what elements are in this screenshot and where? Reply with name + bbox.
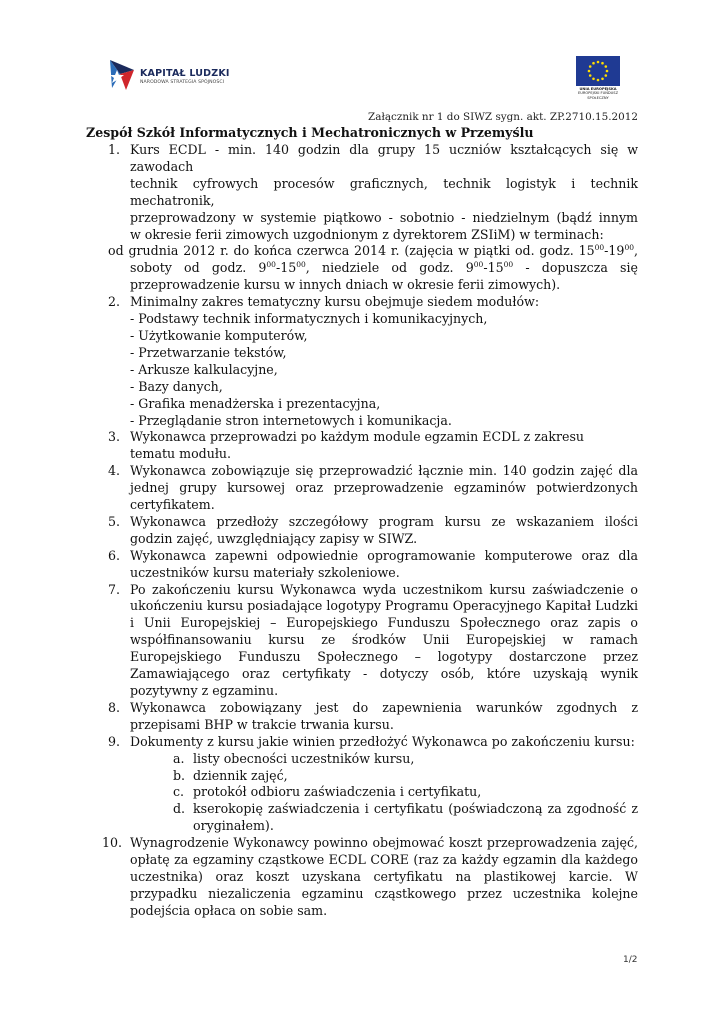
schedule-text: , niedziele od godz. 9 [305,260,474,276]
item-text-line: tematu modułu. [130,446,232,462]
list-item [108,294,638,429]
sublist-letter: d. [173,801,186,817]
time-superscript: 00 [503,260,514,270]
sublist-letter: a. [173,750,185,766]
module-item: - Użytkowanie komputerów, [130,327,308,343]
schedule-text: soboty od godz. 9 [130,260,267,276]
list-item [108,700,638,734]
kapital-ludzki-subtitle: NARODOWA STRATEGIA SPÓJNOŚCI [140,80,225,85]
schedule-line [108,243,638,260]
module-item: - Arkusze kalkulacyjne, [130,361,278,377]
sublist-item [173,751,638,768]
documents-sublist [130,751,638,836]
sublist-item [173,784,638,801]
item-text: Wykonawca zapewni odpowiednie oprogramowanie komputerowe oraz dla uczestników kursu materiały szkoleniowe. [130,547,638,580]
time-superscript: 00 [624,243,634,253]
item-number: 10. [102,835,123,851]
sublist-text: protokół odbioru zaświadczenia i certyfikatu, [193,784,482,800]
schedule-text: - dopuszcza się [513,260,638,276]
schedule-dash: -19 [604,243,625,259]
item-number: 5. [108,513,121,529]
module-item: - Grafika menadżerska i prezentacyjna, [130,395,381,411]
sublist-text: kserokopię zaświadczenia i certyfikatu (poświadczoną za zgodność z oryginałem). [193,801,638,834]
list-item [102,835,638,920]
list-item [108,582,638,700]
item-text-line: Minimalny zakres tematyczny kursu obejmuje siedem modułów: [130,294,540,310]
module-item: - Bazy danych, [130,378,223,394]
document-body [102,142,638,920]
item-number: 3. [108,429,121,445]
list-item [108,548,638,582]
sublist-letter: c. [173,784,185,800]
time-superscript: 00 [266,260,276,270]
list-item [108,734,638,835]
sublist-letter: b. [173,767,186,783]
kapital-ludzki-title: KAPITAŁ LUDZKI [140,68,230,79]
schedule-line [130,260,638,277]
eu-caption-line1: UNIA EUROPEJSKA [579,87,617,91]
time-superscript: 00 [296,260,306,270]
item-text: Wykonawca zobowiązany jest do zapewnienia warunków zgodnych z przepisami BHP w trakcie trwania kursu. [130,699,638,732]
item-number: 7. [108,581,121,597]
item-number: 2. [108,294,121,310]
item-number: 4. [108,463,121,479]
list-item [108,514,638,548]
sublist-text: listy obecności uczestników kursu, [193,750,415,766]
item-text: Wykonawca przedłoży szczegółowy program kursu ze wskazaniem ilości godzin zajęć, uwzględniający zapisy w SIWZ. [130,513,638,546]
item-text-line: przeprowadzony w systemie piątkowo - sobotnio - niedzielnym (bądź innym [130,209,638,225]
item-number: 9. [108,733,121,749]
schedule-dash: -15 [275,260,297,276]
page-number: 1/2 [623,955,638,965]
item-text: Po zakończeniu kursu Wykonawca wyda uczestnikom kursu zaświadczenie o ukończeniu kursu posiadające logotypy Programu Operacyjnego Kapitał Ludzki i Unii Europejskiej – Europejskiego Funduszu Społecznego oraz zapis o współfinansowaniu kursu ze środków Unii Europejskiej w ramach Europejskiego Funduszu Społecznego – logotypy dostarczone przez Zamawiającego oraz certyfikaty - dotyczy osób, które uzyskają wynik pozytywny z egzaminu. [130,581,638,698]
eu-logo [572,56,624,104]
sublist-item [173,768,638,785]
schedule-text: od grudnia 2012 r. do końca czerwca 2014 r. (zajęcia w piątki od. godz. 15 [108,243,595,259]
list-item [108,429,638,463]
item-text-line: w okresie ferii zimowych uzgodnionym z dyrektorem ZSIiM) w terminach: [130,226,604,242]
list-item [108,142,638,294]
list-item [108,463,638,514]
schedule-end: , [633,243,638,259]
item-number: 6. [108,547,121,563]
item-number: 8. [108,699,121,715]
module-item: - Przeglądanie stron internetowych i komunikacja. [130,412,452,428]
document-title: Zespół Szkół Informatycznych i Mechatronicznych w Przemyślu [86,125,534,140]
kapital-ludzki-emblem-icon [108,58,136,92]
sublist-text: dziennik zajęć, [193,767,288,783]
item-text-line: Kurs ECDL - min. 140 godzin dla grupy 15 uczniów kształcących się w zawodach [130,142,638,174]
time-superscript: 00 [473,260,484,270]
requirements-list [102,142,638,920]
annex-reference: Załącznik nr 1 do SIWZ sygn. akt. ZP.2710.15.2012 [368,111,638,123]
item-text-line: technik cyfrowych procesów graficznych, technik logistyk i technik mechatronik, [130,175,638,208]
sublist-item [173,801,638,835]
eu-caption-line3: SPOŁECZNY [587,95,609,100]
kapital-ludzki-logo [108,58,248,92]
item-text-line: Dokumenty z kursu jakie winien przedłożyć Wykonawca po zakończeniu kursu: [130,733,635,749]
module-item: - Podstawy technik informatycznych i komunikacyjnych, [130,311,488,327]
item-text-line: przeprowadzenie kursu w innych dniach w okresie ferii zimowych). [130,277,561,293]
eu-caption [572,87,624,100]
eu-flag-icon [576,56,620,86]
item-text: Wykonawca zobowiązuje się przeprowadzić łącznie min. 140 godzin zajęć dla jednej grupy kursowej oraz przeprowadzenie egzaminów potwierdzonych certyfikatem. [130,463,638,513]
eu-caption-line2: EUROPEJSKI FUNDUSZ [577,91,619,96]
item-text-line: Wykonawca przeprowadzi po każdym module egzamin ECDL z zakresu [130,429,585,445]
item-text: Wynagrodzenie Wykonawcy powinno obejmować koszt przeprowadzenia zajęć, opłatę za egzaminy cząstkowe ECDL CORE (raz za każdy egzamin dla każdego uczestnika) oraz koszt uzyskana certyfikatu na plastikowej karcie. W przypadku niezaliczenia egzaminu cząstkowego przez uczestnika kolejne podejścia opłaca on sobie sam. [130,835,638,918]
schedule-dash: -15 [483,260,504,276]
module-item: - Przetwarzanie tekstów, [130,344,287,360]
time-superscript: 00 [594,243,605,253]
item-number: 1. [108,142,121,157]
